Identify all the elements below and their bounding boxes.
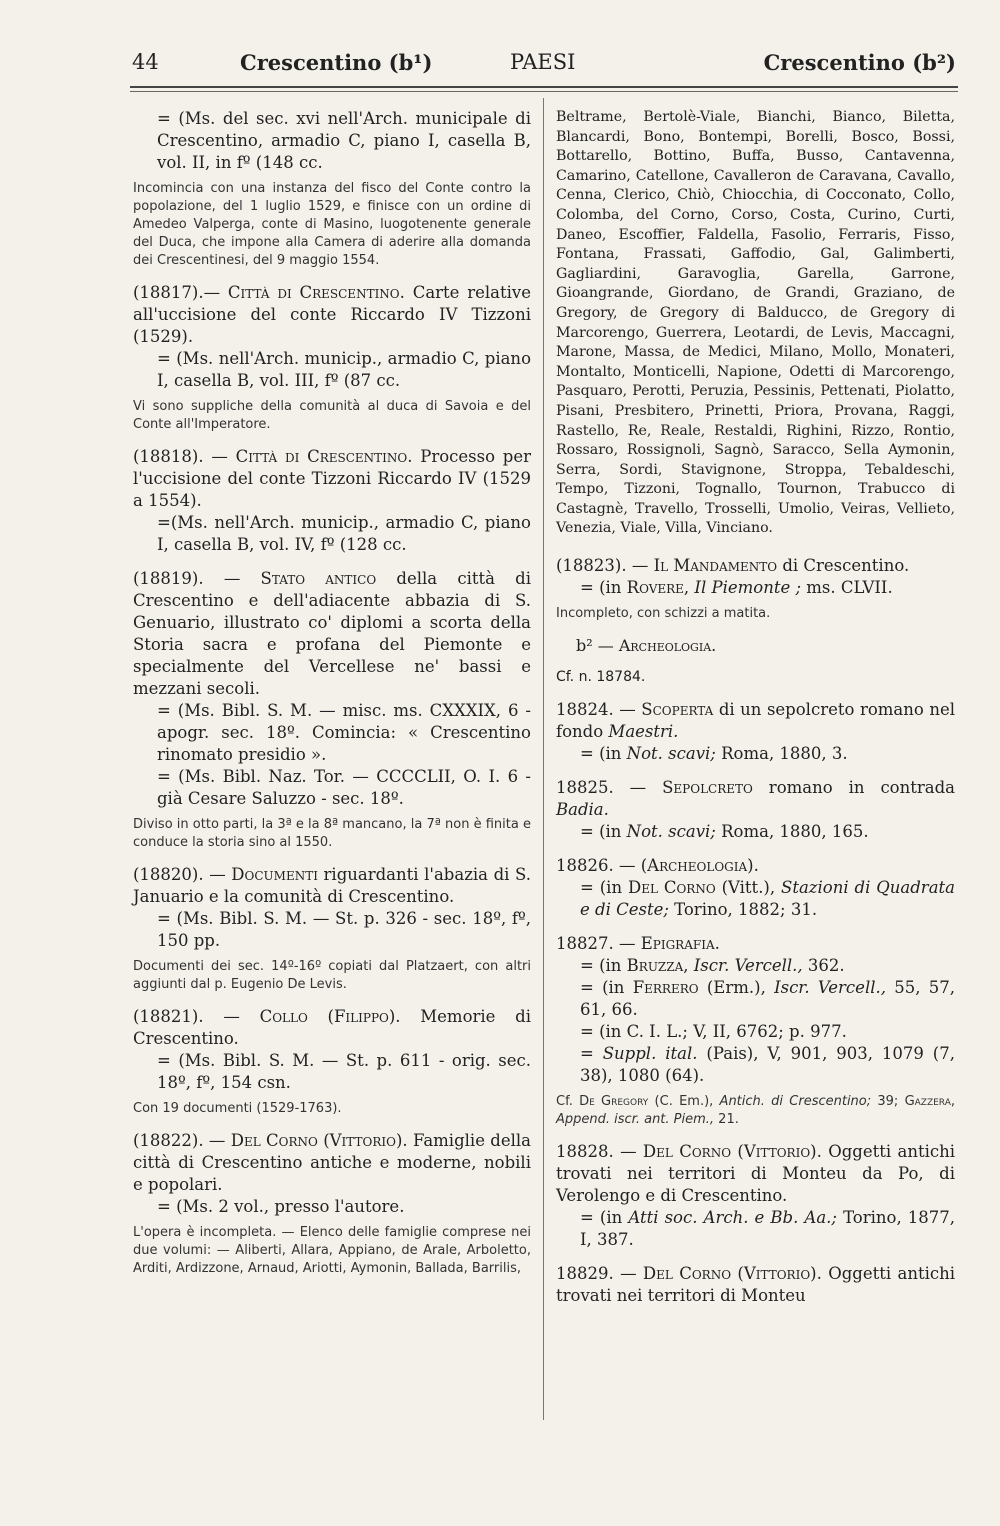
entry-title (556, 855, 955, 877)
running-head-right: Crescentino (b²) (763, 50, 956, 75)
entry-location: = (Ms. nell'Arch. municip., armadio C, piano I, casella B, vol. III, fº (87 cc. (157, 349, 531, 390)
entry-18819 (133, 568, 531, 852)
entry-18820 (133, 864, 531, 994)
entry-title (556, 1263, 955, 1307)
entry-note: Documenti dei sec. 14º-16º copiati dal Platzaert, con altri aggiunti dal p. Eugenio De Levis. (133, 959, 531, 992)
entry-author: Documenti (231, 865, 318, 884)
entry-location: = (in C. I. L.; V, II, 6762; p. 977. (580, 1022, 847, 1042)
entry-number: (18821). — (133, 1007, 240, 1026)
entry-title (133, 568, 531, 700)
entry-18818 (133, 446, 531, 556)
entry-location: = (Ms. Bibl. S. M. — misc. ms. CXXXIX, 6 - apogr. sec. 18º. Comincia: « Crescentino rinomato presidio ». (157, 701, 531, 764)
entry-number: 18829. — (556, 1264, 637, 1284)
section-title: Archeologia. (618, 636, 717, 656)
entry-number: 18825. — (556, 778, 647, 798)
entry-author: (Archeologia). (640, 856, 759, 876)
entry-author: Collo (Filippo). (259, 1007, 401, 1026)
entry-title-text: Carte relative all'uccisione del conte Riccardo IV Tizzoni (1529). (133, 283, 532, 346)
entry-number: (18818). — (133, 447, 228, 466)
entry-continued (133, 108, 531, 270)
entry-number: 18828. — (556, 1142, 637, 1162)
entry-18829 (556, 1263, 955, 1307)
entry-title (133, 282, 531, 348)
entry-18826 (556, 855, 955, 921)
entry-title-text: Processo per l'uccisione del conte Tizzoni Riccardo IV (1529 a 1554). (133, 447, 531, 510)
entry-location: = (Ms. Bibl. Naz. Tor. — CCCCLII, O. I. 6 - già Cesare Saluzzo - sec. 18º. (157, 767, 531, 808)
entry-18823 (556, 555, 955, 623)
section-heading (556, 635, 955, 657)
entry-author: Del Corno (Vittorio). (642, 1264, 822, 1284)
entry-18822 (133, 1130, 531, 1278)
entry-18825 (556, 777, 955, 843)
entry-author: Epigrafia. (640, 934, 720, 954)
entry-title (556, 555, 955, 577)
running-head-left: Crescentino (b¹) (240, 50, 433, 75)
entry-location: =(Ms. nell'Arch. municip., armadio C, piano I, casella B, vol. IV, fº (128 cc. (157, 513, 531, 554)
column-divider (543, 98, 544, 1420)
entry-note: L'opera è incompleta. — Elenco delle famiglie comprese nei due volumi: — Aliberti, Allara, Appiano, de Arale, Arboletto, Arditi, Ardizzone, Arnaud, Ariotti, Aymonin, Ballada, Barrilis, (133, 1225, 531, 1276)
entry-title (556, 1141, 955, 1207)
entry-location: = (in Not. scavi; Roma, 1880, 3. (580, 744, 848, 764)
entry-title-text: Oggetti antichi trovati nei territori di Monteu (556, 1264, 956, 1306)
header-rule (130, 86, 958, 88)
entry-title-text: Famiglie della città di Crescentino antiche e moderne, nobili e popolari. (133, 1131, 532, 1194)
entry-number: (18823). — (556, 556, 649, 576)
entry-number: (18817).— (133, 283, 221, 302)
section-label: b² — (576, 636, 614, 656)
entry-number: (18820). — (133, 865, 226, 884)
entry-note: Incomincia con una instanza del fisco del Conte contro la popolazione, del 1 luglio 1529, e finisce con un ordine di Amedeo Valperga, conte di Masino, luogotenente generale del Duca, che impone alla Camera di aderire alla domanda dei Crescentinesi, del 9 maggio 1554. (133, 181, 531, 268)
header-rule-thin (130, 91, 958, 92)
page-header (132, 50, 956, 82)
entry-note: Incompleto, con schizzi a matita. (556, 606, 771, 622)
left-column (133, 108, 531, 1290)
entry-location: = (Ms. del sec. xvi nell'Arch. municipale di Crescentino, armadio C, piano I, casella B, vol. II, in fº (148 cc. (157, 109, 531, 172)
entry-author: Stato antico (260, 569, 377, 588)
entry-author: Città di Crescentino. (235, 447, 413, 466)
entry-number: (18822). — (133, 1131, 226, 1150)
entry-location: = (Ms. 2 vol., presso l'autore. (157, 1197, 405, 1216)
entry-title-text: Memorie di Crescentino. (133, 1007, 532, 1048)
entry-18827 (556, 933, 955, 1129)
entry-18817 (133, 282, 531, 434)
entry-location: = (in Ferrero (Erm.), Iscr. Vercell., 55, 57, 61, 66. (580, 978, 955, 1020)
entry-author: Sepolcreto (662, 778, 753, 798)
page-number: 44 (132, 50, 159, 74)
entry-note: Vi sono suppliche della comunità al duca di Savoia e del Conte all'Imperatore. (133, 399, 531, 432)
entry-location: = Suppl. ital. (Pais), V, 901, 903, 1079 (7, 38), 1080 (64). (580, 1044, 955, 1086)
entry-location: = (in Bruzza, Iscr. Vercell., 362. (580, 956, 845, 976)
entry-title: 18825. — Sepolcreto romano in contrada Badia. (556, 778, 955, 820)
running-head-center: PAESI (510, 50, 576, 74)
entry-note: Cf. De Gregory (C. Em.), Antich. di Crescentino; 39; Gazzera, Append. iscr. ant. Piem., 21. (556, 1094, 955, 1128)
entry-author: Scoperta (641, 700, 714, 720)
entry-number: 18826. — (556, 856, 636, 876)
entry-author: Il Mandamento (653, 556, 778, 576)
entry-author: Del Corno (Vittorio). (642, 1142, 822, 1162)
entry-title (133, 864, 531, 908)
entry-title (556, 933, 955, 955)
entry-author: Città di Crescentino. (227, 283, 405, 302)
entry-title: 18824. — Scoperta di un sepolcreto romano nel fondo Maestri. (556, 700, 955, 742)
entry-title-text: riguardanti l'abazia di S. Januario e la comunità di Crescentino. (133, 865, 531, 906)
entry-location: = (Ms. Bibl. S. M. — St. p. 611 - orig. sec. 18º, fº, 154 csn. (157, 1051, 531, 1092)
entry-location: = (in Del Corno (Vitt.), Stazioni di Quadrata e di Ceste; Torino, 1882; 31. (580, 878, 956, 920)
entry-number: (18819). — (133, 569, 241, 588)
entry-title-text: della città di Crescentino e dell'adiacente abbazia di S. Genuario, illustrato co' diplomi a scorta della Storia sacra e profana del Piemonte e specialmente del Vercellese ne' bassi e mezzani secoli. (133, 569, 532, 698)
entry-number: 18827. — (556, 934, 636, 954)
entry-location: = (Ms. Bibl. S. M. — St. p. 326 - sec. 18º, fº, 150 pp. (157, 909, 531, 950)
entry-author: Del Corno (Vittorio). (230, 1131, 408, 1150)
entry-note: Diviso in otto parti, la 3ª e la 8ª mancano, la 7ª non è finita e conduce la storia sino al 1550. (133, 817, 531, 850)
right-column (556, 108, 955, 1319)
cross-reference: Cf. n. 18784. (556, 669, 646, 686)
entry-title (133, 446, 531, 512)
entry-title (133, 1006, 531, 1050)
entry-18828 (556, 1141, 955, 1251)
entry-location: = (in Atti soc. Arch. e Bb. Aa.; Torino, 1877, I, 387. (580, 1208, 956, 1250)
entry-title (133, 1130, 531, 1196)
entry-location: = (in Rovere, Il Piemonte ; ms. CLVII. (580, 578, 893, 598)
entry-title-text: Oggetti antichi trovati nei territori di Monteu da Po, di Verolengo e di Crescentino. (556, 1142, 956, 1206)
entry-location: = (in Not. scavi; Roma, 1880, 165. (580, 822, 869, 842)
entry-18821 (133, 1006, 531, 1118)
entry-18824 (556, 699, 955, 765)
entry-number: 18824. — (556, 700, 636, 720)
entry-title-text: di Crescentino. (777, 556, 910, 576)
family-names-list: Beltrame, Bertolè-Viale, Bianchi, Bianco, Biletta, Blancardi, Bono, Bontempi, Borelli, Bosco, Bossi, Bottarello, Bottino, Buffa, Busso, Cantavenna, Camarino, Catellone, Cavalleron de Caravana, Cavallo, Cenna, Clerico, Chiò, Chiocchia, di Cocconato, Collo, Colomba, del Corno, Corso, Costa, Curino, Curti, Daneo, Escoffier, Faldella, Fasolio, Ferraris, Fisso, Fontana, Frassati, Gaffodio, Gal, Galimberti, Gagliardini, Garavoglia, Garella, Garrone, Gioangrande, Giordano, de Grandi, Graziano, de Gregory, de Gregory di Balducco, de Gregory di Marcorengo, Guerrera, Leotardi, de Levis, Maccagni, Marone, Massa, de Medici, Milano, Mollo, Monateri, Montalto, Monticelli, Napione, Odetti di Marcorengo, Pasquaro, Perotti, Peruzia, Pessinis, Pettenati, Piolatto, Pisani, Presbitero, Prinetti, Priora, Provana, Raggi, Rastello, Re, Reale, Restaldi, Righini, Rizzo, Rontio, Rossaro, Rossignoli, Sagnò, Saracco, Sella Aymonin, Serra, Sordi, Stavignone, Stroppa, Tebaldeschi, Tempo, Tizzoni, Tognallo, Tournon, Trabucco di Castagnè, Travello, Trosselli, Umolio, Veiras, Vellieto, Venezia, Viale, Villa, Vinciano. (556, 109, 955, 537)
entry-note: Con 19 documenti (1529-1763). (133, 1101, 342, 1116)
